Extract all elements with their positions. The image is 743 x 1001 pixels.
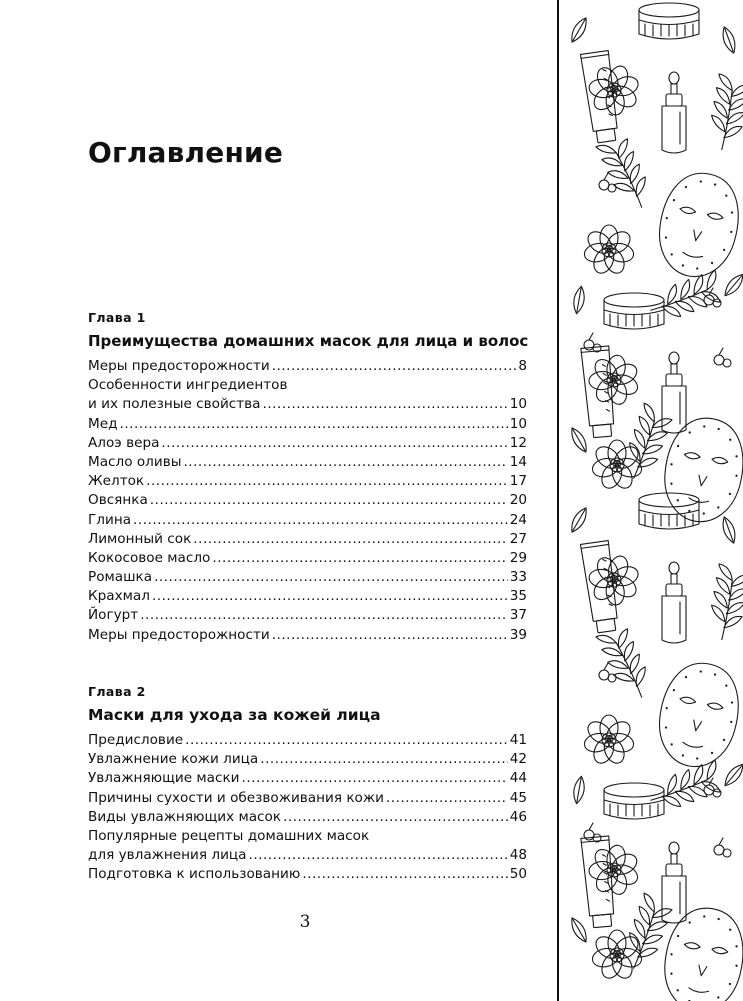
dot-leader	[140, 606, 507, 625]
leaf-sprig-icon	[596, 133, 656, 214]
dropper-bottle-icon	[662, 842, 686, 923]
sheet-mask-icon	[651, 656, 743, 774]
dot-leader	[185, 731, 508, 750]
dot-leader	[260, 750, 507, 769]
leaf-sprig-icon	[619, 893, 674, 973]
toc-entry[interactable]	[88, 415, 527, 434]
leaf-icon	[572, 775, 587, 804]
toc-entry-title: Увлажнение кожи лица	[88, 751, 259, 768]
toc-entry-page: 41	[509, 732, 527, 748]
toc-entry[interactable]	[88, 568, 527, 587]
toc-entry-page: 33	[509, 569, 527, 586]
dot-leader	[283, 808, 508, 827]
toc-entry-page: 50	[509, 866, 527, 883]
toc-entry-title: Меры предосторожности	[88, 358, 270, 374]
toc-entry-row	[88, 587, 527, 606]
toc-entry-row	[88, 530, 527, 549]
toc-entry[interactable]	[88, 357, 527, 376]
toc-entry-title: для увлажнения лица	[88, 847, 247, 864]
toc-entry-page: 29	[509, 549, 527, 566]
toc-entry-title: Желток	[88, 473, 145, 490]
toc-entry-row	[88, 808, 527, 827]
toc-entry-title: Глина	[88, 511, 132, 528]
toc-entry-title: Йогурт	[88, 607, 139, 624]
toc-entry-title: Причины сухости и обезвоживания кожи	[88, 789, 384, 806]
toc-entry-row	[88, 491, 527, 510]
toc-entry-row	[88, 865, 527, 884]
leaf-icon	[721, 271, 743, 299]
toc-entry-page: 37	[509, 607, 527, 624]
dot-leader	[161, 434, 507, 453]
toc-entry[interactable]	[88, 472, 527, 491]
dot-leader	[146, 472, 508, 491]
leaf-sprig-icon	[596, 623, 656, 704]
toc-entry[interactable]	[88, 750, 527, 769]
leaf-icon	[568, 505, 591, 534]
toc-entry-row	[88, 511, 527, 530]
dropper-bottle-icon	[662, 72, 686, 153]
toc-entry-row	[88, 626, 527, 645]
toc-entry-row	[88, 731, 527, 750]
leaf-sprig-icon	[706, 74, 743, 152]
chapter-label: Глава 2	[88, 684, 146, 699]
toc-entry-title: Меры предосторожности	[88, 626, 270, 643]
toc-entry-row	[88, 568, 527, 587]
dot-leader	[183, 453, 507, 472]
leaf-icon	[572, 285, 587, 314]
toc-entry[interactable]	[88, 434, 527, 453]
sheet-mask-icon	[657, 412, 743, 528]
leaf-icon	[568, 915, 591, 944]
toc-entry-page: 35	[509, 588, 527, 605]
toc-entry[interactable]	[88, 376, 527, 414]
chapter-title: Преимущества домашних масок для лица и волос	[88, 332, 529, 350]
toc-entry-row	[88, 750, 527, 769]
toc-entry-row	[88, 549, 527, 568]
toc-entry-title: Алоэ вера	[88, 434, 160, 451]
peony-flower-icon	[583, 715, 636, 766]
toc-entry-page: 44	[509, 770, 527, 787]
toc-entry-title: Виды увлажняющих масок	[88, 808, 282, 825]
toc-entry-title-line1: Популярные рецепты домашних масок	[88, 827, 370, 844]
peony-flower-icon	[591, 930, 644, 981]
dot-leader	[150, 491, 508, 510]
toc-entry-title: Кокосовое масло	[88, 549, 211, 566]
toc-entry-page: 24	[509, 511, 527, 528]
toc-entry[interactable]	[88, 789, 527, 808]
chapter-2	[88, 683, 527, 885]
berry-icon	[714, 348, 731, 367]
toc-entry-title: Подготовка к использованию	[88, 866, 301, 883]
toc-entry-title: Ромашка	[88, 569, 153, 586]
toc-entry-title-line1: Особенности ингредиентов	[88, 377, 288, 394]
toc-title: Оглавление	[88, 136, 284, 169]
toc-entry-page: 8	[518, 358, 527, 374]
toc-entry[interactable]	[88, 491, 527, 510]
toc-entry-page: 12	[509, 434, 527, 451]
toc-entry[interactable]	[88, 530, 527, 549]
toc-entry-row	[88, 415, 527, 434]
toc-entry[interactable]	[88, 549, 527, 568]
leaf-icon	[568, 425, 591, 454]
toc-entry-row	[88, 846, 527, 865]
leaf-sprig-icon	[619, 403, 674, 483]
leaf-icon	[721, 761, 743, 789]
toc-entry[interactable]	[88, 511, 527, 530]
dot-leader	[386, 789, 508, 808]
toc-entry[interactable]	[88, 587, 527, 606]
toc-entry[interactable]	[88, 606, 527, 625]
toc-entry-page: 20	[509, 492, 527, 509]
toc-entry-page: 17	[509, 473, 527, 490]
toc-entry-page: 45	[509, 789, 527, 806]
sheet-mask-icon	[651, 166, 743, 284]
toc-entry-title: и их полезные свойства	[88, 396, 261, 413]
toc-entry-row	[88, 395, 527, 414]
toc-entry-title: Увлажняющие маски	[88, 770, 240, 787]
toc-entry[interactable]	[88, 731, 527, 750]
toc-entries-chapter-2	[88, 731, 527, 885]
leaf-sprig-icon	[706, 564, 743, 642]
leaf-icon	[720, 515, 739, 545]
dropper-bottle-icon	[662, 562, 686, 643]
page-number: 3	[299, 912, 311, 932]
berry-icon	[584, 333, 601, 352]
toc-entry[interactable]	[88, 453, 527, 472]
toc-entry-row	[88, 472, 527, 491]
dot-leader	[120, 415, 508, 434]
toc-entry-page: 10	[509, 415, 527, 432]
chapter-label: Глава 1	[88, 310, 146, 325]
toc-entry-title: Овсянка	[88, 492, 148, 509]
dot-leader	[272, 357, 517, 376]
peony-flower-icon	[583, 225, 636, 276]
dropper-bottle-icon	[662, 352, 686, 433]
cream-jar-icon	[604, 293, 664, 329]
toc-entry-row	[88, 453, 527, 472]
toc-entry[interactable]	[88, 827, 527, 865]
berry-icon	[714, 838, 731, 857]
decorative-illustration-panel	[557, 0, 743, 1001]
toc-entry-page: 10	[509, 396, 527, 413]
toc-entry-page: 42	[509, 751, 527, 768]
berry-icon	[584, 823, 601, 842]
dot-leader	[193, 530, 507, 549]
toc-entry[interactable]	[88, 626, 527, 645]
toc-entries-chapter-1	[88, 357, 527, 645]
leaf-icon	[568, 15, 591, 44]
chapter-1	[88, 309, 527, 645]
toc-entry-row	[88, 769, 527, 788]
leaf-icon	[720, 25, 739, 55]
dot-leader	[212, 549, 507, 568]
toc-entry-row	[88, 789, 527, 808]
peony-flower-icon	[583, 841, 644, 901]
dot-leader	[242, 769, 508, 788]
toc-entry-page: 27	[509, 530, 527, 547]
toc-entry-title: Лимонный сок	[88, 530, 192, 547]
dot-leader	[263, 395, 508, 414]
dot-leader	[154, 568, 508, 587]
toc-entry-title: Масло оливы	[88, 453, 182, 470]
toc-entry[interactable]	[88, 769, 527, 788]
toc-entry-title: Мед	[88, 415, 118, 432]
toc-entry-row	[88, 606, 527, 625]
toc-entry-title: Предисловие	[88, 732, 184, 748]
dot-leader	[152, 587, 508, 606]
dot-leader	[272, 626, 508, 645]
cosmetics-pattern-illustration	[559, 0, 743, 1001]
toc-entry-row	[88, 434, 527, 453]
toc-entry-page: 46	[509, 808, 527, 825]
toc-entry-page: 39	[509, 626, 527, 643]
chapter-title: Маски для ухода за кожей лица	[88, 706, 381, 724]
dot-leader	[249, 846, 508, 865]
toc-entry-title: Крахмал	[88, 588, 150, 605]
toc-entry[interactable]	[88, 808, 527, 827]
cream-jar-icon	[639, 3, 699, 39]
dot-leader	[133, 511, 508, 530]
toc-entry-row	[88, 357, 527, 376]
toc-entry-page: 14	[509, 453, 527, 470]
cream-jar-icon	[604, 783, 664, 819]
dot-leader	[302, 865, 507, 884]
peony-flower-icon	[591, 440, 644, 491]
toc-entry[interactable]	[88, 865, 527, 884]
peony-flower-icon	[583, 351, 644, 411]
sheet-mask-icon	[657, 902, 743, 1001]
toc-entry-page: 48	[509, 847, 527, 864]
